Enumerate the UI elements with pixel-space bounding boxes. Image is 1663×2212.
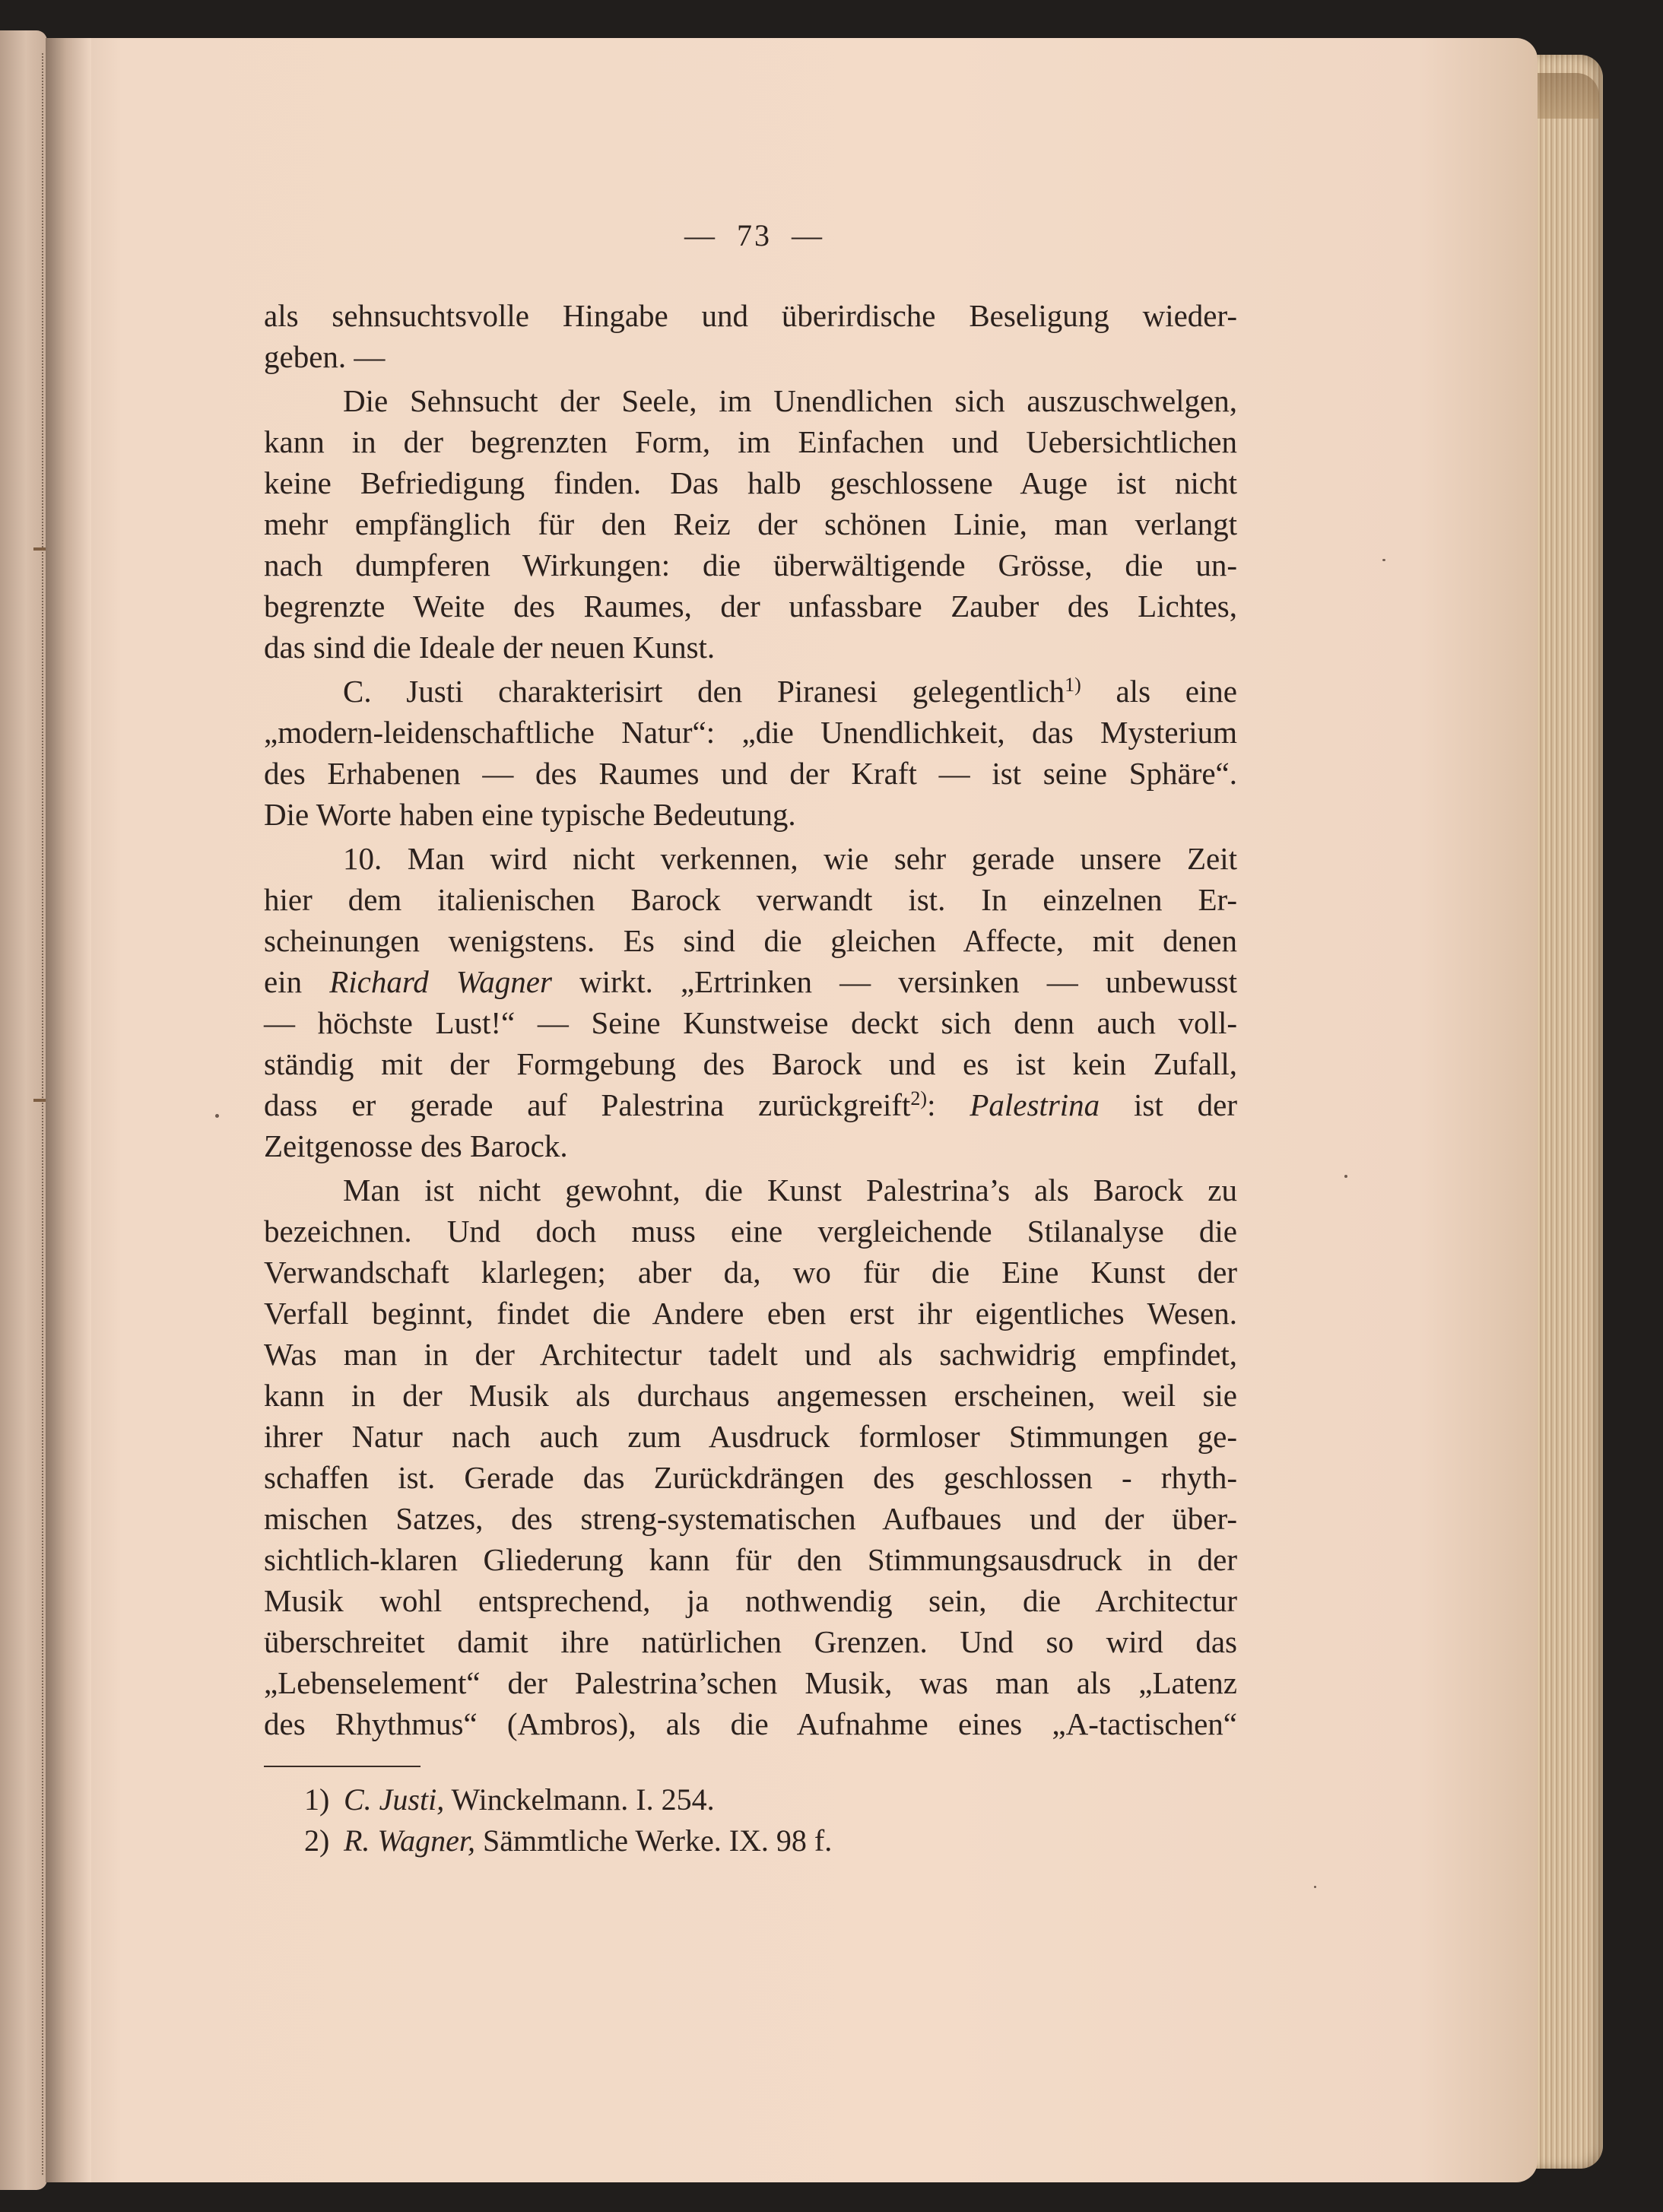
text-line: Verfall beginnt, findet die Andere eben erst ihr eigentliches Wesen.: [264, 1296, 1237, 1331]
text-line: ständig mit der Formgebung des Barock und es ist kein Zufall,: [264, 1046, 1237, 1081]
text-line: das sind die Ideale der neuen Kunst.: [264, 630, 716, 665]
text-line: Die Worte haben eine typische Bedeutung.: [264, 797, 796, 832]
footnote-ref: 1): [1065, 674, 1081, 696]
footnote: [304, 1779, 715, 1820]
text-line: begrenzte Weite des Raumes, der unfassbare Zauber des Lichtes,: [264, 589, 1237, 624]
text-line: „Lebenselement“ der Palestrina’schen Musik, was man als „Latenz: [264, 1665, 1237, 1700]
text-line: [264, 1084, 1237, 1125]
text-run: dass er gerade auf Palestrina zurückgreift: [264, 1087, 911, 1122]
text-line: Was man in der Architectur tadelt und als sachwidrig empfindet,: [264, 1337, 1237, 1372]
page-gutter: [46, 38, 91, 2182]
footnote-mark: 1): [304, 1782, 330, 1817]
footnote-ref: 2): [910, 1087, 928, 1109]
text-line: scheinungen wenigstens. Es sind die gleichen Affecte, mit denen: [264, 923, 1237, 958]
text-line: sichtlich-klaren Gliederung kann für den Stimmungsausdruck in der: [264, 1542, 1237, 1577]
text-line: Verwandschaft klarlegen; aber da, wo für die Eine Kunst der: [264, 1255, 1237, 1290]
footnote: [304, 1820, 832, 1861]
book-fore-edge-shadow: [1532, 73, 1599, 119]
page-number: — 73 —: [684, 218, 824, 252]
italic-name: Richard Wagner: [329, 964, 552, 999]
footnote-mark: 2): [304, 1823, 330, 1858]
text-line: mischen Satzes, des streng-systematischen Aufbaues und der über-: [264, 1501, 1237, 1536]
paper-speck: [1382, 559, 1385, 561]
text-run: als eine: [1081, 674, 1237, 709]
text-line: des Erhabenen — des Raumes und der Kraft — ist seine Sphäre“.: [264, 756, 1237, 791]
text-line: ihrer Natur nach auch zum Ausdruck formloser Stimmungen ge-: [264, 1419, 1237, 1454]
text-line: [264, 961, 1237, 1002]
footnote-text: Winckelmann. I. 254.: [444, 1782, 715, 1817]
paper-speck: [1344, 1175, 1347, 1178]
text-run: ein: [264, 964, 330, 999]
text-line: kann in der begrenzten Form, im Einfachen und Uebersichtlichen: [264, 424, 1237, 459]
text-line: Man ist nicht gewohnt, die Kunst Palestrina’s als Barock zu: [343, 1173, 1237, 1208]
footnote-author: R. Wagner,: [344, 1823, 475, 1858]
footnote-rule: [264, 1766, 421, 1767]
footnote-text: Sämmtliche Werke. IX. 98 f.: [474, 1823, 833, 1858]
text-line: kann in der Musik als durchaus angemessen erscheinen, weil sie: [264, 1378, 1237, 1413]
paper-speck: [215, 1114, 219, 1118]
text-line: mehr empfänglich für den Reiz der schönen Linie, man verlangt: [264, 506, 1237, 541]
text-line: überschreitet damit ihre natürlichen Grenzen. Und so wird das: [264, 1624, 1237, 1659]
text-line: hier dem italienischen Barock verwandt ist. In einzelnen Er-: [264, 882, 1237, 917]
text-line: [264, 671, 1237, 712]
text-line: keine Befriedigung finden. Das halb geschlossene Auge ist nicht: [264, 465, 1237, 500]
text-line: Die Sehnsucht der Seele, im Unendlichen sich auszuschwelgen,: [343, 383, 1237, 418]
italic-name: Palestrina: [970, 1087, 1100, 1122]
previous-page-edge: [0, 30, 47, 2190]
text-run: :: [927, 1087, 970, 1122]
text-line: schaffen ist. Gerade das Zurückdrängen des geschlossen - rhyth-: [264, 1460, 1237, 1495]
text-line: bezeichnen. Und doch muss eine vergleichende Stilanalyse die: [264, 1214, 1237, 1249]
text-line: nach dumpferen Wirkungen: die überwältigende Grösse, die un-: [264, 547, 1237, 582]
text-line: — höchste Lust!“ — Seine Kunstweise deckt sich denn auch voll-: [264, 1005, 1237, 1040]
text-line: 10. Man wird nicht verkennen, wie sehr gerade unsere Zeit: [343, 841, 1237, 876]
text-line: als sehnsuchtsvolle Hingabe und überirdische Beseligung wieder-: [264, 298, 1237, 333]
footnote-author: C. Justi,: [344, 1782, 445, 1817]
paper-speck: [1314, 1886, 1316, 1888]
text-run: wirkt. „Ertrinken — versinken — unbewusst: [551, 964, 1237, 999]
text-line: Musik wohl entsprechend, ja nothwendig sein, die Architectur: [264, 1583, 1237, 1618]
text-run: C. Justi charakterisirt den Piranesi gelegentlich: [343, 674, 1065, 709]
text-line: Zeitgenosse des Barock.: [264, 1128, 568, 1163]
text-run: ist der: [1100, 1087, 1237, 1122]
text-line: „modern-leidenschaftliche Natur“: „die Unendlichkeit, das Mysterium: [264, 715, 1237, 750]
text-line: geben. —: [264, 339, 386, 374]
text-line: des Rhythmus“ (Ambros), als die Aufnahme eines „A-tactischen“: [264, 1706, 1237, 1741]
